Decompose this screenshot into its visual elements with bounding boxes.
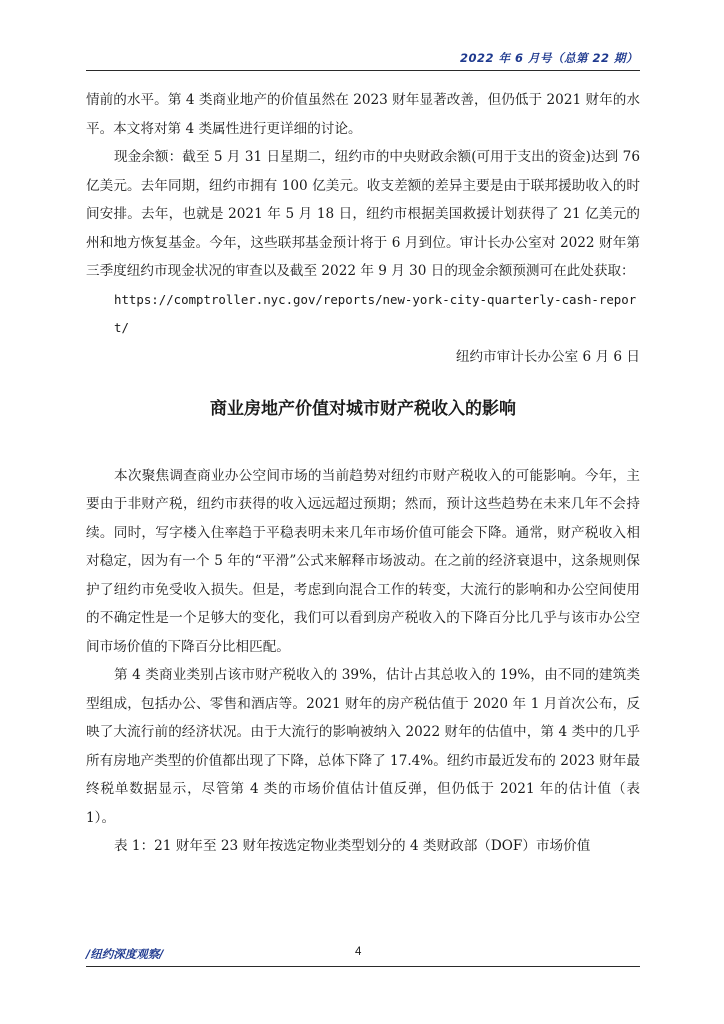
- article-title: 商业房地产价值对城市财产税收入的影响: [210, 399, 516, 419]
- article-body: [86, 86, 640, 861]
- page-number: 4: [355, 946, 362, 958]
- paragraph-class4: 第 4 类商业类别占该市财产税收入的 39%，估计占其总收入的 19%，由不同的建筑类型组成，包括办公、零售和酒店等。2021 财年的房产税估值于 2020 年 1 月首次公布，反映了大流行前的经济状况。由于大流行的影响被纳入 2022 财年的估值中，第 4 类中的几乎所有房地产类型的价值都出现了下降，总体下降了 17.4%。纽约市最近发布的 2023 财年最终税单数据显示，尽管第 4 类的市场价值估计值反弹，但仍低于 2021 年的估计值（表 1）。: [86, 667, 640, 826]
- report-link[interactable]: https://comptroller.nyc.gov/reports/new-york-city-quarterly-cash-report/: [114, 291, 637, 335]
- signature-line: 纽约市审计长办公室 6 月 6 日: [455, 348, 640, 365]
- footer-divider: [86, 966, 640, 967]
- series-label: /纽约深度观察/: [86, 947, 164, 961]
- paragraph-continuation: 情前的水平。第 4 类商业地产的价值虽然在 2023 财年显著改善，但仍低于 2021 财年的水平。本文将对第 4 类属性进行更详细的讨论。: [86, 92, 640, 137]
- header-divider: [86, 70, 640, 71]
- issue-label: 2022 年 6 月号（总第 22 期）: [459, 51, 638, 65]
- table-caption: 表 1：21 财年至 23 财年按选定物业类型划分的 4 类财政部（DOF）市场价值: [114, 838, 591, 854]
- paragraph-cash-balance: 现金余额：截至 5 月 31 日星期二，纽约市的中央财政余额(可用于支出的资金)达到 76 亿美元。去年同期，纽约市拥有 100 亿美元。收支差额的差异主要是由于联邦援助收入的时间安排。去年，也就是 2021 年 5 月 18 日，纽约市根据美国救援计划获得了 21 亿美元的州和地方恢复基金。今年，这些联邦基金预计将于 6 月到位。审计长办公室对 2022 财年第三季度纽约市现金状况的审查以及截至 2022 年 9 月 30 日的现金余额预测可在此处获取：: [86, 149, 640, 279]
- paragraph-intro: 本次聚焦调查商业办公空间市场的当前趋势对纽约市财产税收入的可能影响。今年，主要由于非财产税，纽约市获得的收入远远超过预期；然而，预计这些趋势在未来几年不会持续。同时，写字楼入住率趋于平稳表明未来几年市场价值可能会下降。通常，财产税收入相对稳定，因为有一个 5 年的“平滑”公式来解释市场波动。在之前的经济衰退中，这条规则保护了纽约市免受收入损失。但是，考虑到向混合工作的转变，大流行的影响和办公空间使用的不确定性是一个足够大的变化，我们可以看到房产税收入的下降百分比几乎与该市办公空间市场价值的下降百分比相匹配。: [86, 467, 640, 655]
